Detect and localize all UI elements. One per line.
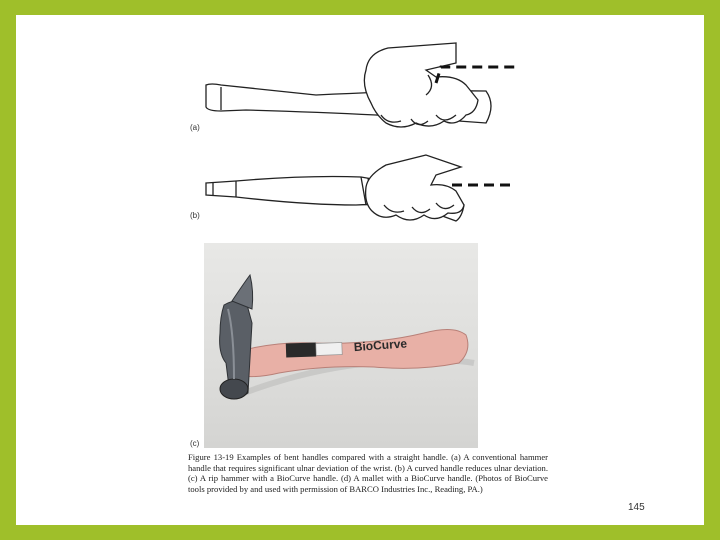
page-number: 145: [628, 502, 645, 513]
hammer-photo: [204, 243, 478, 448]
panel-label-b: (b): [190, 211, 200, 220]
slide: [16, 15, 704, 525]
curved-handle-drawing: [206, 155, 464, 221]
straight-handle-drawing: [206, 43, 491, 127]
biocurve-brand-text: BioCurve: [353, 336, 408, 355]
panel-label-a: (a): [190, 123, 200, 132]
biocurve-hammer-image: [204, 243, 478, 448]
figure-caption: Figure 13-19 Examples of bent handles compared with a straight handle. (a) A conventional hammer handle that requires significant ulnar deviation of the wrist. (b) A curved handle reduces ulnar deviation. (c) A rip hammer with a BioCurve handle. (d) A mallet with a BioCurve handle. (Photos of BioCurve tools provided by and used with permission of BARCO Industries Inc., Reading, PA.): [188, 452, 548, 494]
panel-label-c: (c): [190, 439, 200, 448]
